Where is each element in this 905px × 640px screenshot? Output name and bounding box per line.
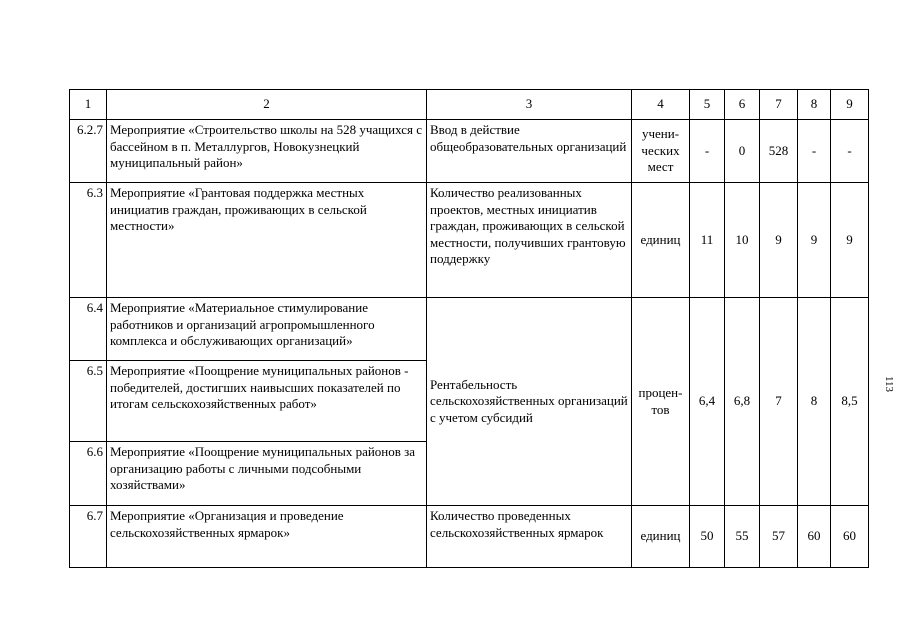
header-cell: 2 (107, 90, 427, 120)
event-name: Мероприятие «Организация и проведение сельскохозяйственных ярмарок» (107, 506, 427, 568)
page-number: 113 (883, 375, 895, 393)
table-row (70, 506, 869, 568)
value-cell: 60 (798, 506, 831, 568)
value-cell: 9 (760, 183, 798, 298)
indicator-name: Количество проведенных сельскохозяйственных ярмарок (427, 506, 632, 568)
value-cell: 8,5 (831, 298, 869, 506)
value-cell: 0 (725, 120, 760, 183)
header-cell: 7 (760, 90, 798, 120)
row-number: 6.7 (70, 506, 107, 568)
header-cell: 4 (632, 90, 690, 120)
table-row (70, 120, 869, 183)
indicator-name: Ввод в действие общеобразовательных организаций (427, 120, 632, 183)
value-cell: 6,8 (725, 298, 760, 506)
header-cell: 8 (798, 90, 831, 120)
row-number: 6.6 (70, 442, 107, 506)
value-cell: 11 (690, 183, 725, 298)
event-name: Мероприятие «Поощрение муниципальных районов за организацию работы с личными подсобными хозяйствами» (107, 442, 427, 506)
value-cell: - (831, 120, 869, 183)
event-name: Мероприятие «Материальное стимулирование работников и организаций агропромышленного комплекса и обслуживающих организаций» (107, 298, 427, 361)
value-cell: 60 (831, 506, 869, 568)
header-row (70, 90, 869, 120)
unit-cell: единиц (632, 506, 690, 568)
value-cell: 528 (760, 120, 798, 183)
value-cell: 9 (798, 183, 831, 298)
header-cell: 1 (70, 90, 107, 120)
table-row (70, 183, 869, 298)
table-row (70, 298, 869, 361)
indicators-table (69, 89, 869, 568)
row-number: 6.4 (70, 298, 107, 361)
header-cell: 9 (831, 90, 869, 120)
value-cell: 50 (690, 506, 725, 568)
value-cell: 6,4 (690, 298, 725, 506)
event-name: Мероприятие «Грантовая поддержка местных инициатив граждан, проживающих в сельской местности» (107, 183, 427, 298)
row-number: 6.2.7 (70, 120, 107, 183)
unit-cell: единиц (632, 183, 690, 298)
row-number: 6.3 (70, 183, 107, 298)
indicator-name: Количество реализованных проектов, местных инициатив граждан, проживающих в сельской местности, получивших грантовую поддержку (427, 183, 632, 298)
value-cell: 7 (760, 298, 798, 506)
header-cell: 5 (690, 90, 725, 120)
value-cell: - (798, 120, 831, 183)
header-cell: 3 (427, 90, 632, 120)
row-number: 6.5 (70, 361, 107, 442)
indicator-name: Рентабельность сельскохозяйственных организаций с учетом субсидий (427, 298, 632, 506)
event-name: Мероприятие «Строительство школы на 528 учащихся с бассейном в п. Металлургов, Новокузнецкий муниципальный район» (107, 120, 427, 183)
value-cell: 55 (725, 506, 760, 568)
event-name: Мероприятие «Поощрение муниципальных районов - победителей, достигших наивысших показателей по итогам сельскохозяйственных работ» (107, 361, 427, 442)
value-cell: - (690, 120, 725, 183)
header-cell: 6 (725, 90, 760, 120)
value-cell: 10 (725, 183, 760, 298)
value-cell: 8 (798, 298, 831, 506)
unit-cell: учени-ческих мест (632, 120, 690, 183)
unit-cell: процен-тов (632, 298, 690, 506)
value-cell: 57 (760, 506, 798, 568)
value-cell: 9 (831, 183, 869, 298)
